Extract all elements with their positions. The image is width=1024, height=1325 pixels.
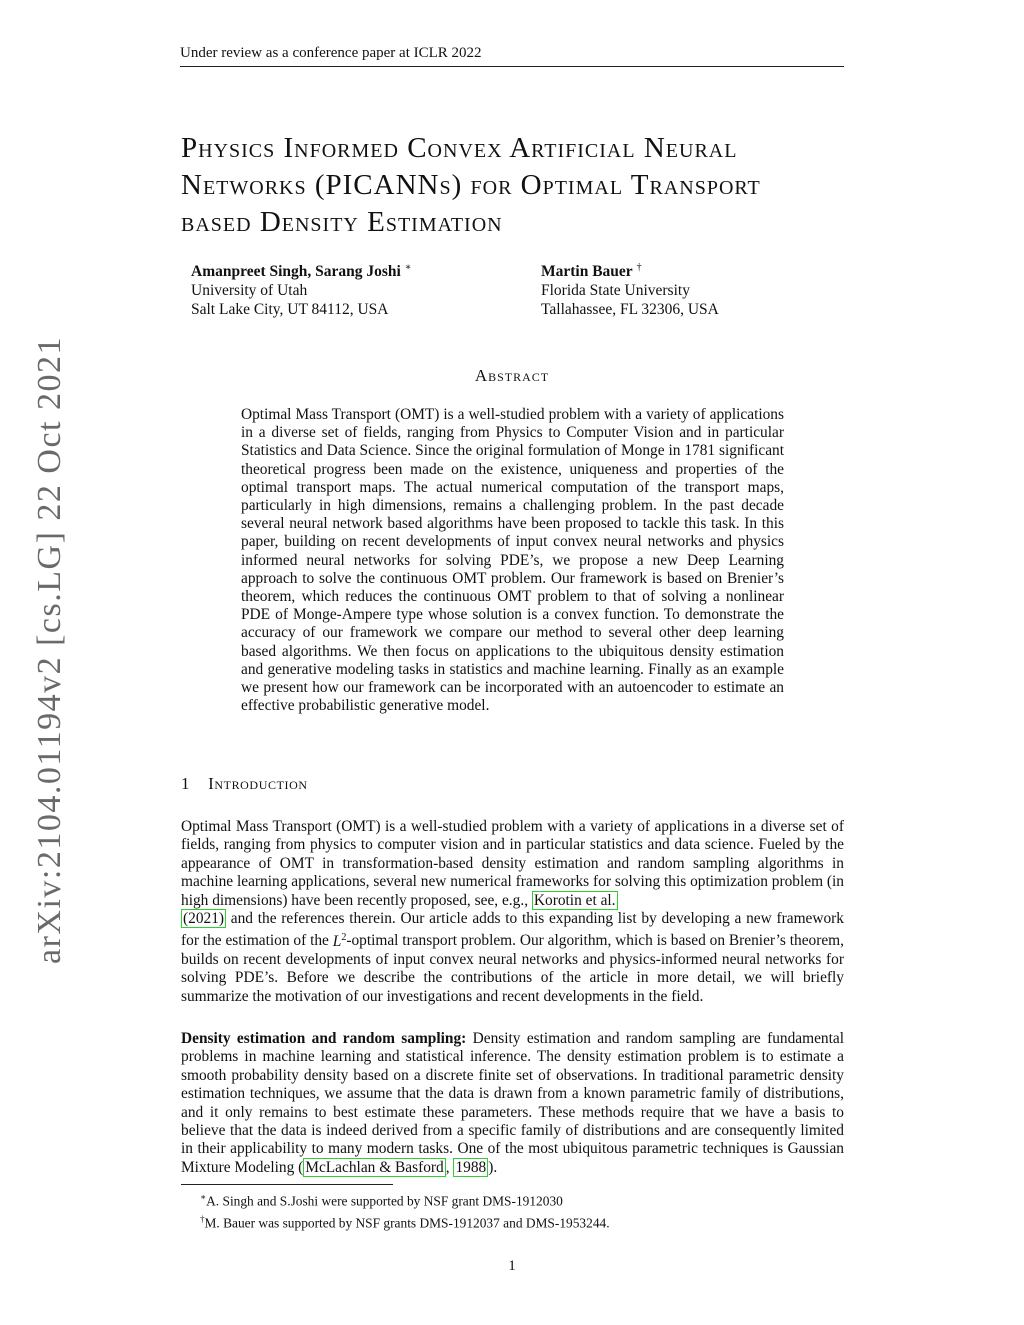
arxiv-stamp: arXiv:2104.01194v2 [cs.LG] 22 Oct 2021	[31, 336, 68, 964]
citation-separator: ,	[445, 1158, 454, 1176]
author-block-right	[541, 258, 719, 319]
footnote-divider	[181, 1184, 393, 1185]
footnotes	[181, 1188, 844, 1233]
paragraph-runin-heading: Density estimation and random sampling:	[181, 1030, 467, 1047]
title-line-2: Networks (PICANNs) for Optimal Transport	[181, 169, 761, 201]
intro-p1-text-b: and the references therein. Our article adds to this expanding list by developing a new framework for the estimation of the	[181, 910, 844, 950]
running-head: Under review as a conference paper at ICLR 2022	[180, 44, 844, 67]
title-line-1: Physics Informed Convex Artificial Neural	[181, 132, 738, 164]
citation-link-mclachlan-author[interactable]: McLachlan & Basford	[305, 1158, 444, 1176]
section-title: Introduction	[208, 774, 308, 793]
intro-p2-text-b: ).	[488, 1158, 498, 1176]
title-line-3: based Density Estimation	[181, 206, 503, 238]
footnote-2	[181, 1210, 844, 1232]
intro-p1-text-a: Optimal Mass Transport (OMT) is a well-studied problem with a variety of applications in a diverse set of fields, ranging from physics to computer vision and in particular statistics and data science. Fueled by the appearance of OMT in transformation-based density estimation and random sampling algorithms in machine learning applications, several new numerical frameworks for solving this optimization problem (in high dimensions) have been recently proposed, see, e.g.,	[181, 818, 844, 909]
footnote-1	[181, 1188, 844, 1210]
citation-link-mclachlan-year[interactable]: 1988	[455, 1158, 487, 1176]
author-names-right: Martin Bauer	[541, 263, 633, 281]
author-affiliation-right: Florida State University	[541, 282, 690, 300]
author-affiliation-left: University of Utah	[191, 282, 308, 300]
author-block-left	[191, 258, 412, 319]
intro-paragraph-1	[181, 818, 844, 1006]
math-l2-symbol: L	[332, 932, 342, 950]
section-number: 1	[181, 774, 191, 793]
paper-title	[181, 130, 845, 241]
intro-p2-text-a: Density estimation and random sampling are fundamental problems in machine learning and statistical inference. The density estimation problem is to estimate a smooth probability density based on a discrete finite set of observations. In traditional parametric density estimation techniques, we assume that the data is drawn from a known parametric family of distributions, and it only remains to best estimate these parameters. These methods require that we have a basis to believe that the data is indeed derived from a specific family of distributions and are consequently limited in their applicability to many modern tasks. One of the most ubiquitous parametric techniques is Gaussian Mixture Modeling (	[181, 1030, 844, 1176]
intro-p1-text-c: -optimal transport problem. Our algorithm, which is based on Brenier’s theorem, builds on recent developments of input convex neural networks and physics-informed neural networks for solving PDE’s. Before we describe the contributions of the article in more detail, we will briefly summarize the motivation of our investigations and recent developments in the field.	[181, 932, 844, 1005]
footnote-2-mark: †	[200, 1214, 205, 1225]
abstract-body: Optimal Mass Transport (OMT) is a well-studied problem with a variety of applications in a diverse set of fields, ranging from Physics to Computer Vision and in particular Statistics and Data Science. Since the original formulation of Monge in 1781 significant theoretical progress been made on the existence, uniqueness and properties of the optimal transport maps. The actual numerical computation of the transport maps, particularly in high dimensions, remains a challenging problem. In the past decade several neural network based algorithms have been proposed to tackle this task. In this paper, building on recent developments of input convex neural networks and physics informed neural networks for solving PDE’s, we propose a new Deep Learning approach to solve the continuous OMT problem. Our framework is based on Brenier’s theorem, which reduces the continuous OMT problem to that of solving a nonlinear PDE of Monge-Ampere type whose solution is a convex function. To demonstrate the accuracy of our framework we compare our method to several other deep learning based algorithms. We then focus on applications to the ubiquitous density estimation and generative modeling tasks in statistics and machine learning. Finally as an example we present how our framework can be incorporated with an autoencoder to estimate an effective probabilistic generative model.	[241, 406, 784, 715]
abstract-heading: Abstract	[474, 366, 550, 385]
footnote-1-text: A. Singh and S.Joshi were supported by NSF grant DMS-1912030	[206, 1193, 563, 1209]
author-mark-left: ∗	[404, 262, 412, 273]
author-mark-right: †	[636, 262, 642, 273]
citation-link-korotin-year[interactable]: (2021)	[183, 910, 225, 928]
footnote-2-text: M. Bauer was supported by NSF grants DMS-1912037 and DMS-1953244.	[204, 1215, 610, 1231]
math-l2	[333, 933, 347, 950]
author-names-left: Amanpreet Singh, Sarang Joshi	[191, 263, 401, 281]
section-heading-introduction	[181, 774, 308, 794]
author-address-left: Salt Lake City, UT 84112, USA	[191, 301, 389, 319]
intro-paragraph-2	[181, 1030, 844, 1177]
citation-link-korotin-author[interactable]: Korotin et al.	[533, 891, 616, 909]
page-number: 1	[508, 1258, 516, 1274]
footnote-1-mark: ∗	[200, 1192, 207, 1202]
author-address-right: Tallahassee, FL 32306, USA	[541, 301, 719, 319]
math-l2-exponent: 2	[341, 931, 347, 943]
